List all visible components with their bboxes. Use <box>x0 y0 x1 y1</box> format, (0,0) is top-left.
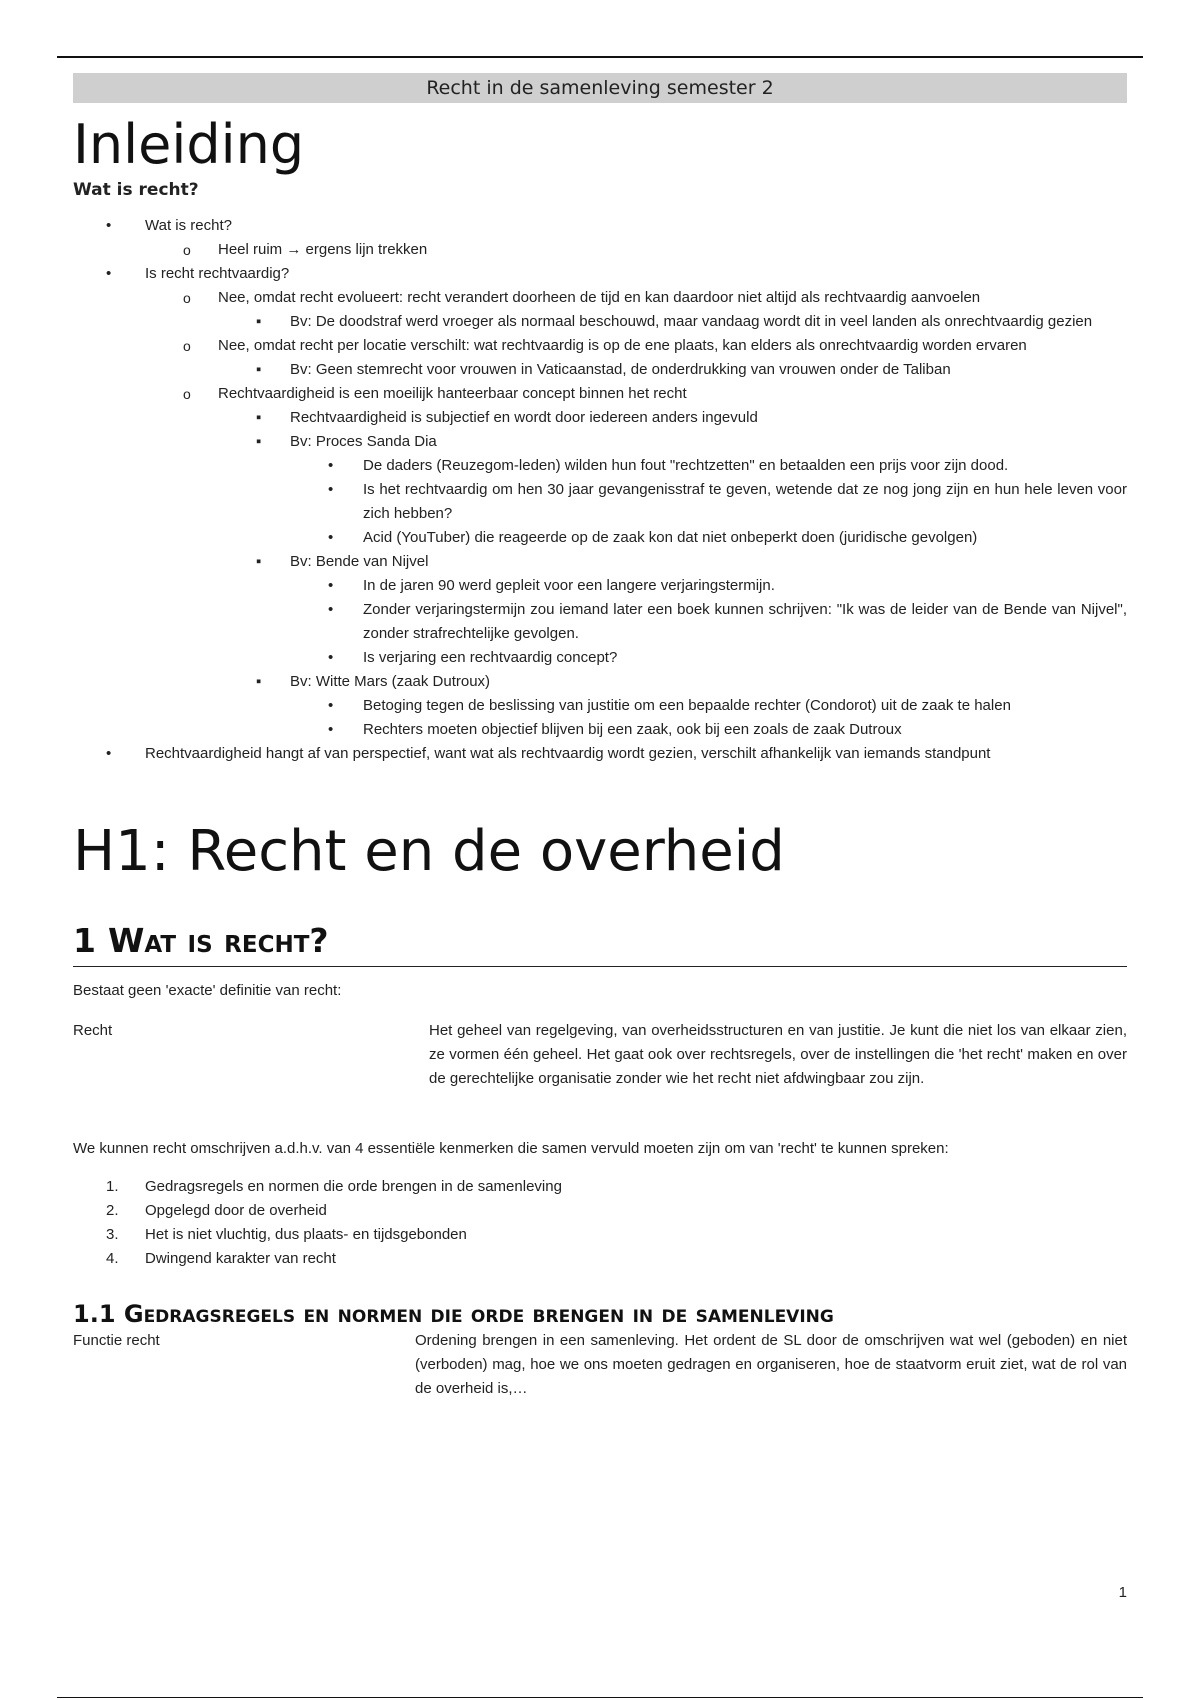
list-item: • Zonder verjaringstermijn zou iemand later een boek kunnen schrijven: "Ik was de leider van de Bende van Nijvel", zonder strafrechtelijke gevolgen. <box>73 598 1127 646</box>
definition-text: Het geheel van regelgeving, van overheidsstructuren en van justitie. Je kunt die niet los van elkaar zien, ze vormen één geheel. Het gaat ook over rechtsregels, over de instellingen die 'het recht' maken en over de gerechtelijke organisatie zonder wie het recht niet afdwingbaar zou zijn. <box>429 1022 1127 1087</box>
intro-subtitle: Wat is recht? <box>73 180 199 200</box>
bullet-marker: • <box>106 217 112 234</box>
square-marker: ▪ <box>256 313 262 330</box>
list-item: • Rechtvaardigheid hangt af van perspectief, want wat als rechtvaardig wordt gezien, verschilt afhankelijk van iemands standpunt <box>73 742 1127 766</box>
bullet-marker: • <box>328 697 334 714</box>
list-item: ▪ Bv: Proces Sanda Dia <box>73 430 1127 454</box>
list-item: • Rechters moeten objectief blijven bij een zaak, ook bij een zoals de zaak Dutroux <box>73 718 1127 742</box>
square-marker: ▪ <box>256 361 262 378</box>
square-marker: ▪ <box>256 553 262 570</box>
list-number: 4. <box>106 1250 119 1267</box>
list-number: 1. <box>106 1178 119 1195</box>
circle-marker: o <box>183 338 191 354</box>
bottom-rule <box>57 1697 1143 1698</box>
list-item: • De daders (Reuzegom-leden) wilden hun fout "rechtzetten" en betaalden een prijs voor zijn dood. <box>73 454 1127 478</box>
list-item: 3. Het is niet vluchtig, dus plaats- en tijdsgebonden <box>73 1223 1127 1247</box>
bullet-marker: • <box>328 481 334 498</box>
list-number: 2. <box>106 1202 119 1219</box>
list-item: ▪ Bv: Bende van Nijvel <box>73 550 1127 574</box>
bullet-marker: • <box>106 745 112 762</box>
intro-bullet-list <box>73 214 1127 766</box>
list-item: 1. Gedragsregels en normen die orde brengen in de samenleving <box>73 1175 1127 1199</box>
intro-title: Inleiding <box>73 113 305 176</box>
subsection-heading <box>73 1299 1127 1329</box>
circle-marker: o <box>183 290 191 306</box>
list-item: o Nee, omdat recht per locatie verschilt: wat rechtvaardig is op de ene plaats, kan elders als onrechtvaardig worden ervaren <box>73 334 1127 358</box>
definition-row <box>73 1019 1127 1091</box>
list-item: o Rechtvaardigheid is een moeilijk hanteerbaar concept binnen het recht <box>73 382 1127 406</box>
circle-marker: o <box>183 242 191 258</box>
list-item: • Is verjaring een rechtvaardig concept? <box>73 646 1127 670</box>
square-marker: ▪ <box>256 673 262 690</box>
chapter-title: H1: Recht en de overheid <box>73 819 785 884</box>
section-heading <box>73 918 1127 967</box>
list-item: ▪ Bv: De doodstraf werd vroeger als normaal beschouwd, maar vandaag wordt dit in veel landen als onrechtvaardig gezien <box>73 310 1127 334</box>
list-item: 4. Dwingend karakter van recht <box>73 1247 1127 1271</box>
list-item: • Acid (YouTuber) die reageerde op de zaak kon dat niet onbeperkt doen (juridische gevolgen) <box>73 526 1127 550</box>
section-intro: Bestaat geen 'exacte' definitie van recht: <box>73 982 342 999</box>
list-item: • Wat is recht? <box>73 214 1127 238</box>
bullet-marker: • <box>328 649 334 666</box>
list-item: • In de jaren 90 werd gepleit voor een langere verjaringstermijn. <box>73 574 1127 598</box>
bullet-marker: • <box>328 529 334 546</box>
page-number: 1 <box>1118 1584 1127 1601</box>
list-item: ▪ Rechtvaardigheid is subjectief en wordt door iedereen anders ingevuld <box>73 406 1127 430</box>
definition-row <box>73 1329 1127 1401</box>
list-number: 3. <box>106 1226 119 1243</box>
square-marker: ▪ <box>256 433 262 450</box>
definition-term: Recht <box>73 1022 113 1039</box>
bullet-marker: • <box>328 577 334 594</box>
list-item: o Heel ruim → ergens lijn trekken <box>73 238 1127 262</box>
definition-term: Functie recht <box>73 1332 160 1349</box>
running-header: Recht in de samenleving semester 2 <box>73 73 1127 103</box>
page-content <box>73 112 1127 1401</box>
square-marker: ▪ <box>256 409 262 426</box>
section-number: 1 <box>73 921 96 960</box>
bullet-marker: • <box>328 721 334 738</box>
subsection-number: 1.1 <box>73 1300 116 1328</box>
bullet-marker: • <box>106 265 112 282</box>
list-item: ▪ Bv: Witte Mars (zaak Dutroux) <box>73 670 1127 694</box>
top-rule <box>57 56 1143 58</box>
list-item: • Betoging tegen de beslissing van justitie om een bepaalde rechter (Condorot) uit de zaak te halen <box>73 694 1127 718</box>
subsection-title: Gedragsregels en normen die orde brengen in de samenleving <box>123 1300 834 1328</box>
list-item: ▪ Bv: Geen stemrecht voor vrouwen in Vaticaanstad, de onderdrukking van vrouwen onder de Taliban <box>73 358 1127 382</box>
list-item: 2. Opgelegd door de overheid <box>73 1199 1127 1223</box>
circle-marker: o <box>183 386 191 402</box>
list-item: • Is het rechtvaardig om hen 30 jaar gevangenisstraf te geven, wetende dat ze nog jong zijn en hun hele leven voor zich hebben? <box>73 478 1127 526</box>
paragraph: We kunnen recht omschrijven a.d.h.v. van 4 essentiële kenmerken die samen vervuld moeten zijn om van 'recht' te kunnen spreken: <box>73 1140 949 1157</box>
bullet-marker: • <box>328 457 334 474</box>
section-title: Wat is recht? <box>107 921 329 960</box>
list-item: • Is recht rechtvaardig? <box>73 262 1127 286</box>
numbered-list <box>73 1175 1127 1271</box>
definition-text: Ordening brengen in een samenleving. Het ordent de SL door de omschrijven wat wel (geboden) en niet (verboden) mag, hoe we ons moeten gedragen en organiseren, hoe de staatvorm eruit ziet, wat de rol van de overheid is,… <box>415 1332 1127 1397</box>
bullet-marker: • <box>328 601 334 618</box>
list-item: o Nee, omdat recht evolueert: recht verandert doorheen de tijd en kan daardoor niet altijd als rechtvaardig aanvoelen <box>73 286 1127 310</box>
